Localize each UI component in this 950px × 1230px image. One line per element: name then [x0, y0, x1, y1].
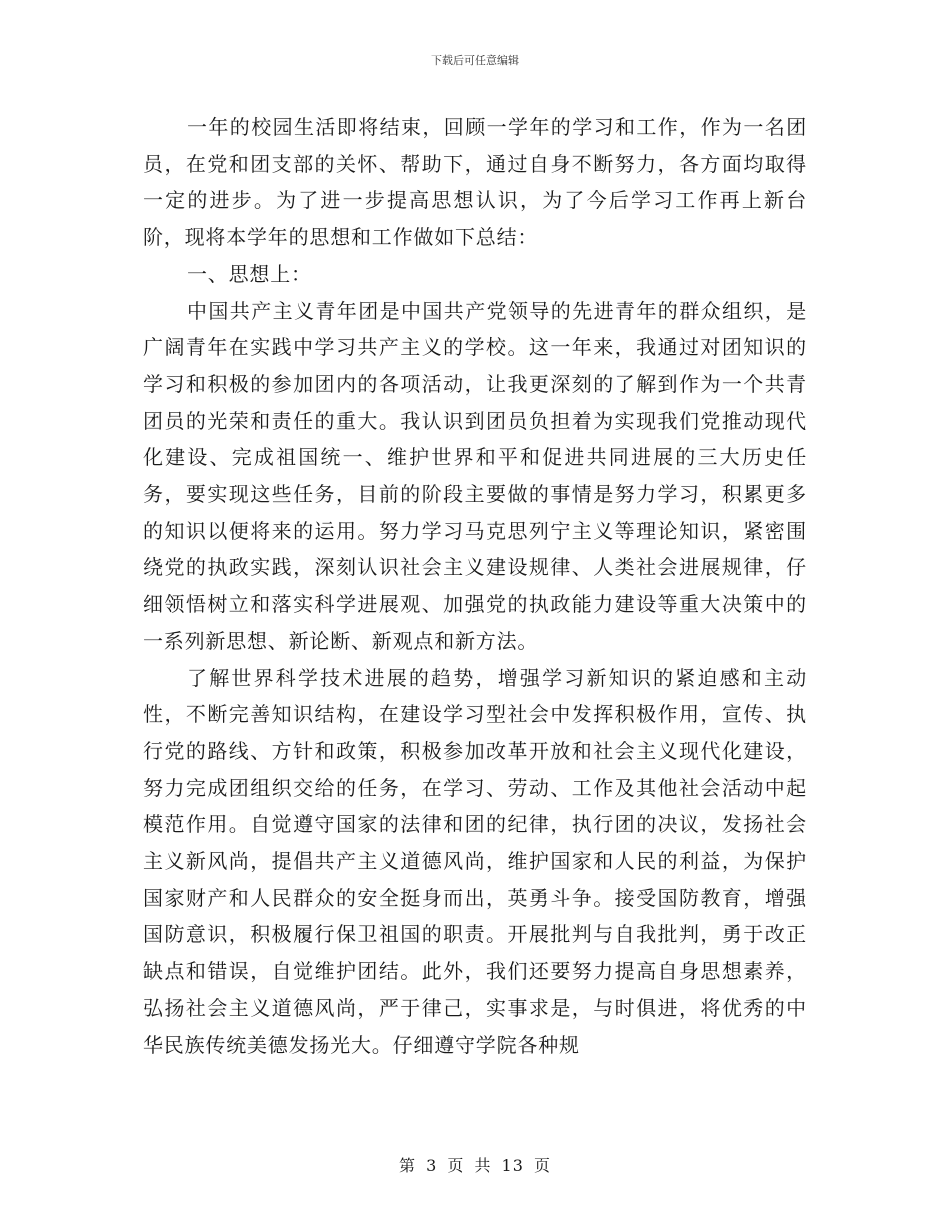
paragraph-intro: 一年的校园生活即将结束，回顾一学年的学习和工作，作为一名团员，在党和团支部的关怀、帮助下，通过自身不断努力，各方面均取得一定的进步。为了进一步提高思想认识，为了今后学习工作再上新台阶，现将本学年的思想和工作做如下总结：: [143, 115, 807, 250]
page-number-footer: 第 3 页 共 13 页: [399, 1156, 551, 1175]
section-heading-thought: 一、思想上：: [187, 261, 312, 286]
paragraph-science-duty: 了解世界科学技术进展的趋势，增强学习新知识的紧迫感和主动性，不断完善知识结构，在建设学习型社会中发挥积极作用，宣传、执行党的路线、方针和政策，积极参加改革开放和社会主义现代化建设，努力完成团组织交给的任务，在学习、劳动、工作及其他社会活动中起模范作用。自觉遵守国家的法律和团的纪律，执行团的决议，发扬社会主义新风尚，提倡共产主义道德风尚，维护国家和人民的利益，为保护国家财产和人民群众的安全挺身而出，英勇斗争。接受国防教育，增强国防意识，积极履行保卫祖国的职责。开展批判与自我批判，勇于改正缺点和错误，自觉维护团结。此外，我们还要努力提高自身思想素养，弘扬社会主义道德风尚，严于律己，实事求是，与时俱进，将优秀的中华民族传统美德发扬光大。仔细遵守学院各种规: [143, 665, 807, 1057]
page-header: 下载后可任意编辑: [431, 54, 519, 67]
document-body: [143, 109, 807, 1063]
paragraph-league-study: 中国共产主义青年团是中国共产党领导的先进青年的群众组织，是广阔青年在实践中学习共产主义的学校。这一年来，我通过对团知识的学习和积极的参加团内的各项活动，让我更深刻的了解到作为一个共青团员的光荣和责任的重大。我认识到团员负担着为实现我们党推动现代化建设、完成祖国统一、维护世界和平和促进共同进展的三大历史任务，要实现这些任务，目前的阶段主要做的事情是努力学习，积累更多的知识以便将来的运用。努力学习马克思列宁主义等理论知识，紧密围绕党的执政实践，深刻认识社会主义建设规律、人类社会进展规律，仔细领悟树立和落实科学进展观、加强党的执政能力建设等重大决策中的一系列新思想、新论断、新观点和新方法。: [143, 298, 807, 653]
